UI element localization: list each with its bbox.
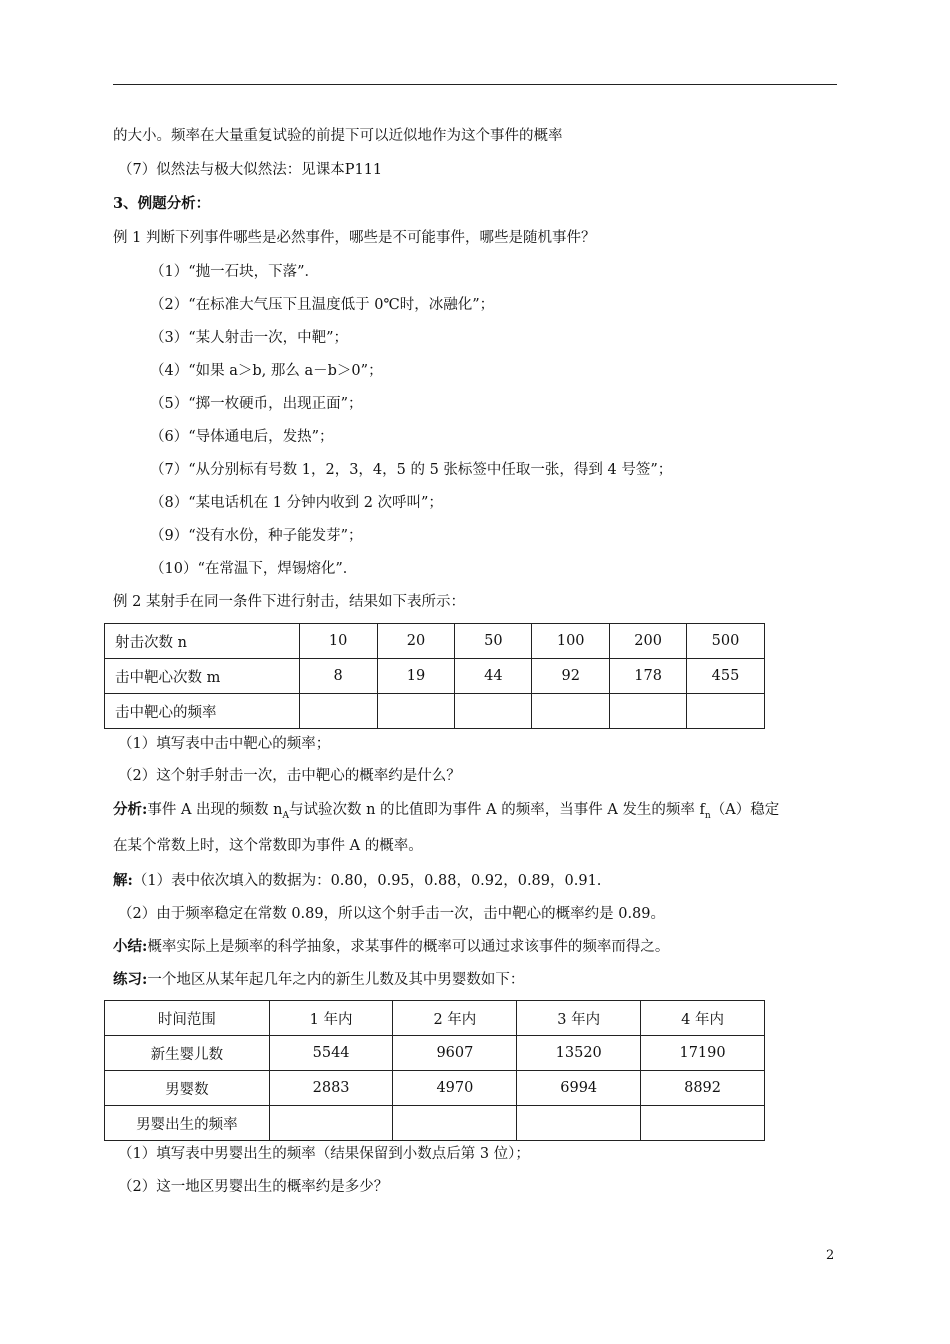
solution-label: 解: [113, 872, 133, 889]
table-cell: 500 [687, 624, 765, 659]
table-cell [455, 694, 532, 729]
table-cell: 8892 [641, 1071, 765, 1106]
table-row [105, 624, 765, 659]
row-header: 男婴数 [105, 1071, 270, 1106]
section-heading: 3、例题分析： [113, 195, 211, 212]
solution-line: 解:（1）表中依次填入的数据为：0.80，0.95，0.88，0.92，0.89，0.91. [113, 872, 602, 889]
table-cell: 3 年内 [517, 1001, 641, 1036]
list-item: （1）“抛一石块，下落”． [150, 264, 320, 280]
list-item: （3）“某人射击一次，中靶”； [150, 330, 349, 346]
table-cell [687, 694, 765, 729]
table-cell: 4 年内 [641, 1001, 765, 1036]
table-cell: 19 [377, 659, 455, 694]
table-cell: 200 [610, 624, 687, 659]
table-cell: 17190 [641, 1036, 765, 1071]
table-cell [393, 1106, 517, 1141]
list-item: （7）“从分别标有号数 1，2，3，4，5 的 5 张标签中任取一张，得到 4 号签”； [150, 462, 673, 478]
text-line: 的大小。频率在大量重复试验的前提下可以近似地作为这个事件的概率 [113, 128, 563, 144]
list-item: （4）“如果 a＞b, 那么 a－b＞0”； [150, 363, 383, 379]
practice-label: 练习: [113, 971, 148, 988]
table-cell: 178 [610, 659, 687, 694]
list-item: （9）“没有水份，种子能发芽”； [150, 528, 363, 544]
table-cell [532, 694, 610, 729]
table-cell: 100 [532, 624, 610, 659]
row-header: 击中靶心的频率 [105, 694, 300, 729]
table-cell [517, 1106, 641, 1141]
table-cell: 8 [299, 659, 377, 694]
table-cell: 2 年内 [393, 1001, 517, 1036]
table-cell [299, 694, 377, 729]
table-cell: 20 [377, 624, 455, 659]
list-item: （10）“在常温下，焊锡熔化”． [150, 561, 358, 577]
table-cell: 6994 [517, 1071, 641, 1106]
practice-line: 练习:一个地区从某年起几年之内的新生儿数及其中男婴数如下： [113, 971, 525, 988]
header-rule [113, 84, 837, 85]
table-cell: 5544 [269, 1036, 393, 1071]
table-cell: 2883 [269, 1071, 393, 1106]
table-row [105, 1036, 765, 1071]
table-cell: 44 [455, 659, 532, 694]
table-cell [377, 694, 455, 729]
row-header: 新生婴儿数 [105, 1036, 270, 1071]
row-header: 击中靶心次数 m [105, 659, 300, 694]
question-line: （2）这个射手射击一次，击中靶心的概率约是什么？ [118, 768, 461, 784]
table-cell: 9607 [393, 1036, 517, 1071]
table-row [105, 1001, 765, 1036]
list-item: （8）“某电话机在 1 分钟内收到 2 次呼叫”； [150, 495, 443, 511]
table-cell: 13520 [517, 1036, 641, 1071]
table-row [105, 1071, 765, 1106]
example-1-title: 例 1 判断下列事件哪些是必然事件，哪些是不可能事件，哪些是随机事件？ [113, 230, 596, 246]
list-item: （6）“导体通电后，发热”； [150, 429, 334, 445]
table-row [105, 1106, 765, 1141]
table-cell: 4970 [393, 1071, 517, 1106]
row-header: 射击次数 n [105, 624, 300, 659]
analysis-line: 分析:事件 A 出现的频数 $n_A$与试验次数 n 的比值即为事件 A 的频率，当事件 A 发生的频率 $f_n(A)$稳定 [113, 801, 780, 821]
summary-line: 小结:概率实际上是频率的科学抽象，求某事件的概率可以通过求该事件的频率而得之。 [113, 938, 670, 955]
births-table [104, 1000, 765, 1141]
solution-line: （2）由于频率稳定在常数 0.89，所以这个射手击一次，击中靶心的概率约是 0.89。 [118, 906, 666, 922]
table-cell: 10 [299, 624, 377, 659]
question-line: （1）填写表中击中靶心的频率； [118, 736, 331, 752]
practice-question: （2）这一地区男婴出生的概率约是多少？ [118, 1179, 389, 1195]
practice-question: （1）填写表中男婴出生的频率（结果保留到小数点后第 3 位）； [118, 1146, 530, 1162]
table-cell [269, 1106, 393, 1141]
analysis-line: 在某个常数上时，这个常数即为事件 A 的概率。 [113, 838, 423, 854]
shooting-table [104, 623, 765, 729]
row-header: 男婴出生的频率 [105, 1106, 270, 1141]
page-number: 2 [826, 1248, 835, 1263]
list-item: （2）“在标准大气压下且温度低于 0℃时，冰融化”； [150, 297, 495, 313]
table-cell: 1 年内 [269, 1001, 393, 1036]
table-cell [641, 1106, 765, 1141]
table-cell: 50 [455, 624, 532, 659]
summary-label: 小结: [113, 938, 148, 955]
example-2-title: 例 2 某射手在同一条件下进行射击，结果如下表所示： [113, 594, 465, 610]
text-line: （7）似然法与极大似然法：见课本P111 [118, 162, 383, 178]
table-cell [610, 694, 687, 729]
table-cell: 455 [687, 659, 765, 694]
table-cell: 92 [532, 659, 610, 694]
table-row [105, 694, 765, 729]
table-row [105, 659, 765, 694]
row-header: 时间范围 [105, 1001, 270, 1036]
analysis-label: 分析: [113, 801, 148, 818]
list-item: （5）“掷一枚硬币，出现正面”； [150, 396, 363, 412]
